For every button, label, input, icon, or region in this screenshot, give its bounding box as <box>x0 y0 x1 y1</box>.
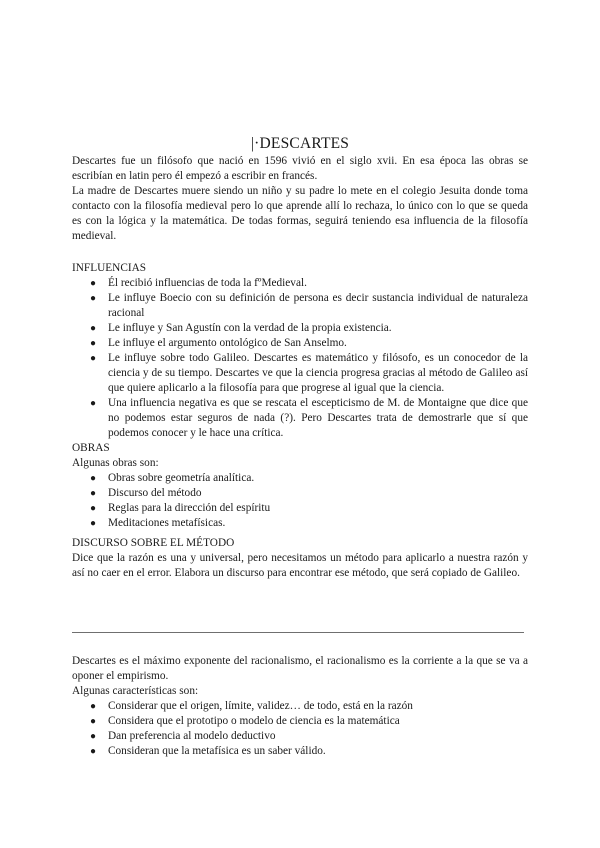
list-item: ● Discurso del método <box>90 487 202 499</box>
bullet-icon: ● <box>90 473 97 484</box>
list-item: ● Considerar que el origen, límite, validez… de todo, está en la razón <box>90 700 413 712</box>
obras-lead: Algunas obras son: <box>72 457 159 469</box>
influencias-list <box>72 276 528 441</box>
discurso-heading: DISCURSO SOBRE EL MÉTODO <box>72 537 235 549</box>
bullet-icon: ● <box>90 503 97 514</box>
influencias-heading: INFLUENCIAS <box>72 262 147 274</box>
bullet-icon: ● <box>90 518 97 529</box>
list-item: ● Consideran que la metafísica es un saber válido. <box>90 745 326 757</box>
influencias-section <box>72 261 528 531</box>
list-item: ● Obras sobre geometría analítica. <box>90 472 255 484</box>
list-item: ● Una influencia negativa es que se rescata el escepticismo de M. de Montaigne que dice que no podemos estar seguros de nada (?). Pero Descartes trata de demostrarle que sí que podemos conocer y le hace una crítica. <box>90 397 528 439</box>
intro-paragraph-1: Descartes fue un filósofo que nació en 1596 vivió en el siglo xvii. En esa época las obras se escribían en latin pero él empezó a escribir en francés. <box>72 155 528 182</box>
bullet-icon: ● <box>90 338 97 349</box>
list-item: ● Le influye Boecio con su definición de persona es decir sustancia individual de naturaleza racional <box>90 292 528 319</box>
list-item: ● Considera que el prototipo o modelo de ciencia es la matemática <box>90 715 400 727</box>
bullet-icon: ● <box>90 278 97 289</box>
list-item: ● Él recibió influencias de toda la fºMedieval. <box>90 277 307 289</box>
discurso-section <box>72 536 528 581</box>
bullet-icon: ● <box>90 353 97 364</box>
page-title: |·DESCARTES <box>250 135 350 152</box>
list-item: ● Le influye y San Agustín con la verdad de la propia existencia. <box>90 322 392 334</box>
list-item: ● Dan preferencia al modelo deductivo <box>90 730 276 742</box>
intro-paragraph-2: La madre de Descartes muere siendo un niño y su padre lo mete en el colegio Jesuita donde toma contacto con la filosofía medieval pero lo que aprende allí lo rechaza, lo único con lo que se queda es con la lógica y la matemática. De todas formas, seguirá teniendo esa influencia de la filosofía medieval. <box>72 185 528 242</box>
bullet-icon: ● <box>90 746 97 757</box>
bullet-icon: ● <box>90 716 97 727</box>
bullet-icon: ● <box>90 488 97 499</box>
racionalismo-lead: Algunas características son: <box>72 685 199 697</box>
discurso-paragraph: Dice que la razón es una y universal, pero necesitamos un método para aplicarlo a nuestra razón y así no caer en el error. Elabora un discurso para encontrar ese método, que será copiado de Galileo. <box>72 552 528 579</box>
obras-list <box>72 471 528 531</box>
caracteristicas-list <box>72 699 528 759</box>
list-item: ● Meditaciones metafísicas. <box>90 517 226 529</box>
horizontal-divider <box>72 632 524 633</box>
bullet-icon: ● <box>90 731 97 742</box>
intro-section <box>72 154 528 244</box>
list-item: ● Le influye el argumento ontológico de San Anselmo. <box>90 337 347 349</box>
bullet-icon: ● <box>90 398 97 409</box>
racionalismo-section <box>72 654 528 759</box>
list-item: ● Le influye sobre todo Galileo. Descartes es matemático y filósofo, es un conocedor de la ciencia y de su tiempo. Descartes ve que la ciencia progresa gracias al método de Galileo así que quiere aplicarlo a la filosofía para que progrese al igual que la ciencia. <box>90 352 528 394</box>
obras-heading: OBRAS <box>72 442 110 454</box>
bullet-icon: ● <box>90 323 97 334</box>
racionalismo-paragraph: Descartes es el máximo exponente del racionalismo, el racionalismo es la corriente a la que se va a oponer el empirismo. <box>72 655 528 682</box>
bullet-icon: ● <box>90 701 97 712</box>
list-item: ● Reglas para la dirección del espíritu <box>90 502 271 514</box>
bullet-icon: ● <box>90 293 97 304</box>
